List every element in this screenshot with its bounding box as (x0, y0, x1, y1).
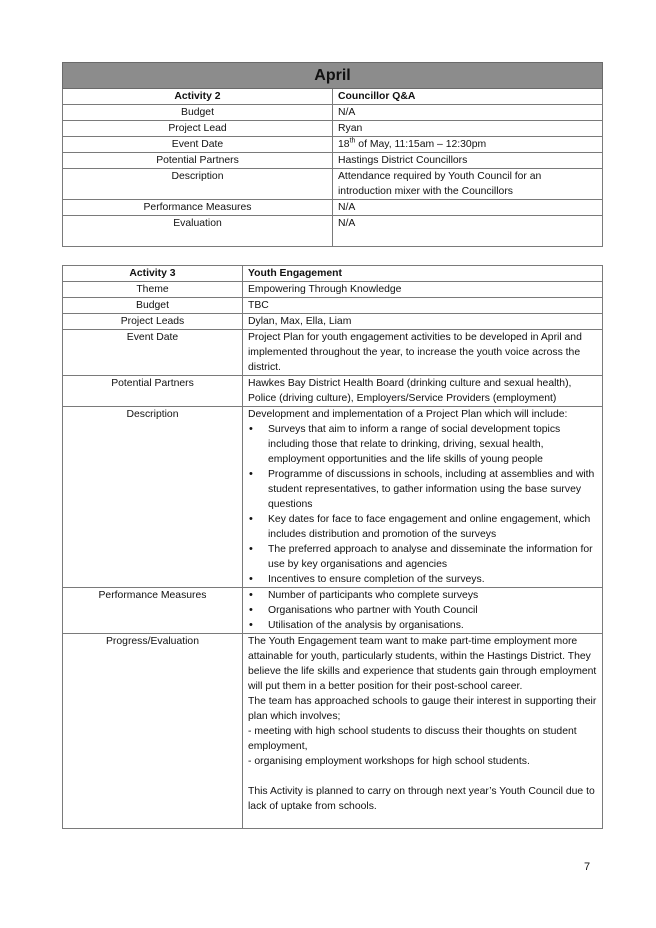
description-label: Description (63, 407, 243, 588)
performance-label: Performance Measures (63, 200, 333, 216)
description-value: Attendance required by Youth Council for an introduction mixer with the Councillors (333, 169, 603, 200)
performance-value: N/A (333, 200, 603, 216)
description-label: Description (63, 169, 333, 200)
performance-value (243, 588, 603, 634)
progress-label: Progress/Evaluation (63, 634, 243, 829)
event-date-label: Event Date (63, 137, 333, 153)
event-date-value (333, 137, 603, 153)
description-intro: Development and implementation of a Project Plan which will include: (248, 409, 568, 420)
performance-item: • Number of participants who complete surveys (268, 588, 597, 603)
budget-label: Budget (63, 298, 243, 314)
description-list (248, 422, 597, 587)
performance-list (248, 588, 597, 633)
description-item: • The preferred approach to analyse and disseminate the information for use by key organisations and agencies (268, 542, 597, 572)
budget-label: Budget (63, 105, 333, 121)
event-date-value: Project Plan for youth engagement activities to be developed in April and implemented throughout the year, to increase the youth voice across the district. (243, 330, 603, 376)
month-title: April (63, 63, 603, 89)
event-date-suffix: th (349, 137, 356, 145)
event-date-day: 18 (338, 139, 350, 150)
event-date-rest: of May, 11:15am – 12:30pm (355, 139, 487, 150)
budget-value: TBC (243, 298, 603, 314)
partners-value: Hastings District Councillors (333, 153, 603, 169)
partners-label: Potential Partners (63, 153, 333, 169)
event-date-label: Event Date (63, 330, 243, 376)
description-value (243, 407, 603, 588)
performance-item: • Organisations who partner with Youth Council (268, 603, 597, 618)
description-item: • Programme of discussions in schools, including at assemblies and with student representatives, to gather information using the base survey questions (268, 467, 597, 512)
progress-paragraph: - organising employment workshops for high school students. (248, 756, 530, 767)
description-item: • Incentives to ensure completion of the surveys. (268, 572, 597, 587)
theme-value: Empowering Through Knowledge (243, 282, 603, 298)
evaluation-label: Evaluation (63, 216, 333, 247)
activity3-table (62, 265, 603, 829)
activity-label: Activity 2 (63, 89, 333, 105)
progress-value (243, 634, 603, 829)
description-item: • Surveys that aim to inform a range of social development topics including those that relate to drinking, driving, sexual health, employment opportunities and the life skills of young people (268, 422, 597, 467)
project-lead-label: Project Lead (63, 121, 333, 137)
activity-name: Youth Engagement (243, 266, 603, 282)
theme-label: Theme (63, 282, 243, 298)
project-leads-value: Dylan, Max, Ella, Liam (243, 314, 603, 330)
april-activity-table (62, 62, 603, 247)
progress-paragraph: This Activity is planned to carry on through next year’s Youth Council due to lack of uptake from schools. (248, 786, 595, 812)
partners-value: Hawkes Bay District Health Board (drinking culture and sexual health), Police (driving culture), Employers/Service Providers (employment) (243, 376, 603, 407)
performance-label: Performance Measures (63, 588, 243, 634)
activity-label: Activity 3 (63, 266, 243, 282)
partners-label: Potential Partners (63, 376, 243, 407)
budget-value: N/A (333, 105, 603, 121)
description-item: • Key dates for face to face engagement and online engagement, which includes distribution and promotion of the surveys (268, 512, 597, 542)
project-leads-label: Project Leads (63, 314, 243, 330)
activity-name: Councillor Q&A (333, 89, 603, 105)
progress-paragraph: - meeting with high school students to discuss their thoughts on student employment, (248, 726, 577, 752)
progress-paragraph: The Youth Engagement team want to make part-time employment more attainable for youth, particularly students, within the Hastings District. They believe the life skills and experience that students gain through employment will put them in a better position for their post-school career. (248, 636, 597, 692)
evaluation-value: N/A (333, 216, 603, 247)
page-number: 7 (584, 861, 591, 873)
progress-paragraph: The team has approached schools to gauge their interest in supporting their plan which involves; (248, 696, 597, 722)
project-lead-value: Ryan (333, 121, 603, 137)
performance-item: • Utilisation of the analysis by organisations. (268, 618, 597, 633)
